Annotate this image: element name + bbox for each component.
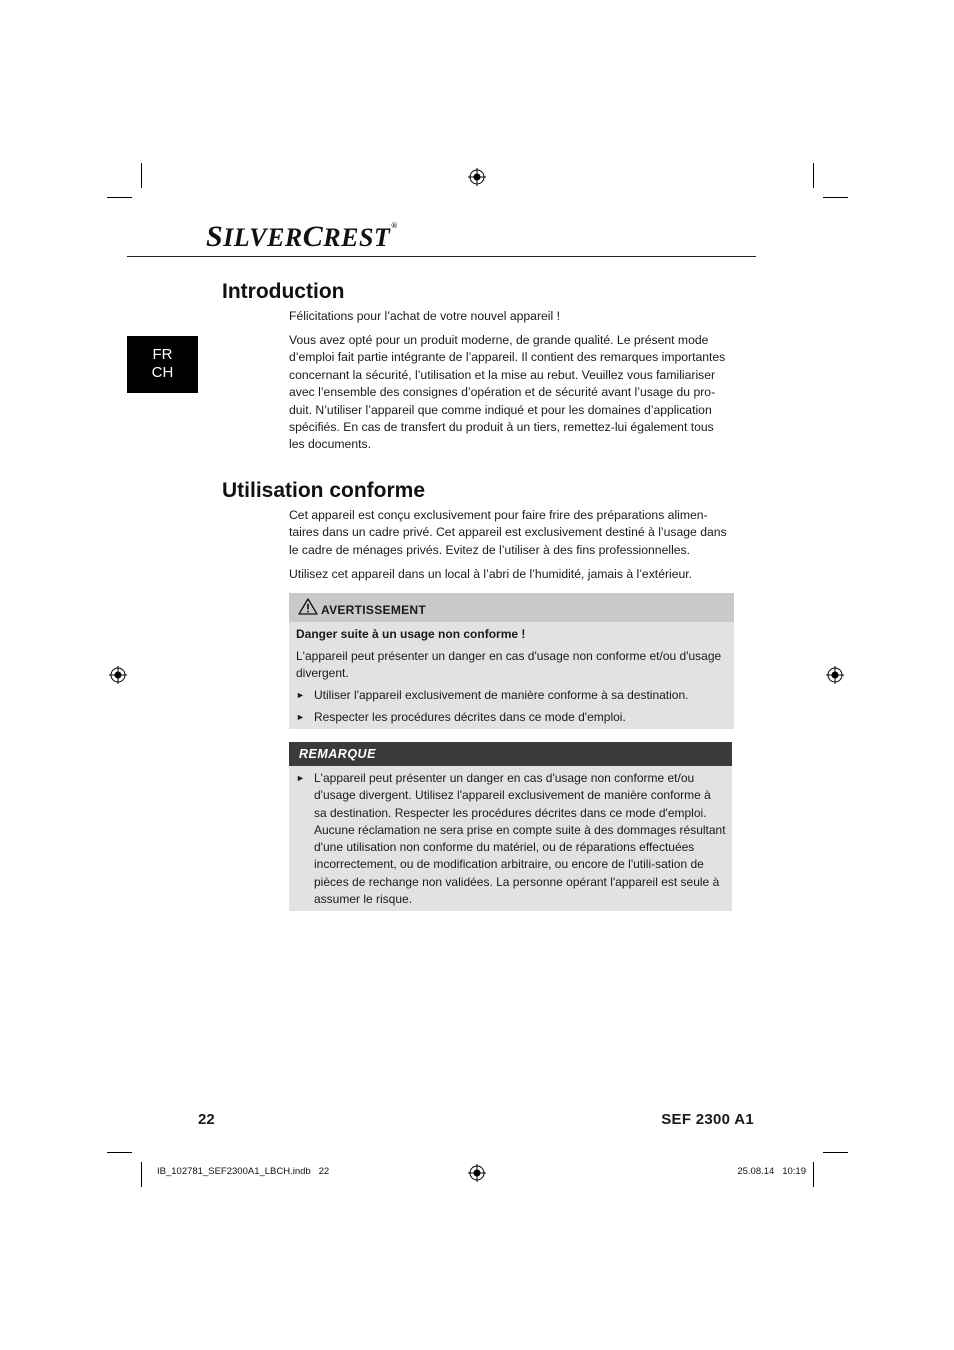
warning-text: L'appareil peut présenter un danger en cas d'usage non conforme et/ou d'usage divergent.: [296, 649, 722, 681]
crop-mark: [823, 197, 848, 198]
note-box: [289, 742, 732, 911]
warning-title: AVERTISSEMENT: [321, 603, 427, 617]
intended-use-heading: Utilisation conforme: [222, 479, 426, 502]
bullet-arrow-icon: ►: [296, 773, 305, 783]
brand-initial-c: C: [302, 220, 324, 253]
crop-mark: [823, 1152, 848, 1153]
trademark-symbol: ®: [391, 221, 398, 230]
introduction-heading: Introduction: [222, 280, 345, 303]
warning-bullet: [296, 709, 626, 726]
brand-rest-1: ILVER: [223, 223, 303, 252]
crop-mark: [813, 1162, 814, 1187]
note-title: REMARQUE: [299, 747, 376, 761]
brand-logo: [206, 222, 398, 252]
language-tab-line1: FR: [152, 346, 173, 363]
model-number: SEF 2300 A1: [661, 1111, 754, 1128]
crop-mark: [141, 163, 142, 188]
print-file-info: IB_102781_SEF2300A1_LBCH.indb 22: [157, 1166, 330, 1177]
warning-bullet: [296, 687, 688, 704]
warning-bullet-text: Utiliser l'appareil exclusivement de manière conforme à sa destination.: [314, 688, 689, 702]
registration-mark-icon: [468, 1164, 486, 1182]
intended-use-paragraph-1: Cet appareil est conçu exclusivement pour faire frire des préparations alimen-taires dans un cadre privé. Cet appareil est exclusivement destiné à l’usage dans le cadre de ménages privés. Evitez de l’utiliser à des fins professionnelles.: [289, 508, 727, 557]
crop-mark: [813, 163, 814, 188]
registration-mark-icon: [109, 666, 127, 684]
brand-rest-2: REST: [323, 223, 391, 252]
crop-mark: [107, 1152, 132, 1153]
intended-use-paragraph-2: Utilisez cet appareil dans un local à l’abri de l’humidité, jamais à l’extérieur.: [289, 567, 693, 581]
print-date-info: 25.08.14 10:19: [737, 1166, 806, 1177]
warning-triangle-icon: [298, 598, 318, 615]
warning-header: [289, 593, 734, 622]
bullet-arrow-icon: ►: [296, 690, 305, 700]
crop-mark: [107, 197, 132, 198]
brand-initial-s: S: [206, 220, 224, 253]
introduction-paragraph-1: Félicitations pour l’achat de votre nouvel appareil !: [289, 309, 560, 323]
warning-bullet-text: Respecter les procédures décrites dans ce mode d'emploi.: [314, 710, 626, 724]
crop-mark: [141, 1162, 142, 1187]
warning-subtitle: Danger suite à un usage non conforme !: [296, 627, 526, 641]
bullet-arrow-icon: ►: [296, 712, 305, 722]
registration-mark-icon: [826, 666, 844, 684]
registration-mark-icon: [468, 168, 486, 186]
header-divider: [127, 256, 756, 257]
note-text: L'appareil peut présenter un danger en cas d'usage non conforme et/ou d'usage divergent. Utilisez l'appareil exclusivement de manière conforme à sa destination. Respecter les procédures décrites dans ce mode d'emploi. Aucune réclamation ne sera prise en compte suite à des dommages résultant d'une utilisation non conforme du matériel, ou de réparations effectuées incorrectement, ou de modification arbitraire, ou encore de l'utili-sation de pièces de rechange non validées. La personne opérant l'appareil est seule à assumer le risque.: [314, 771, 726, 907]
page-number: 22: [198, 1111, 215, 1128]
warning-box: [289, 593, 734, 729]
language-tab: [127, 336, 198, 393]
introduction-paragraph-2: Vous avez opté pour un produit moderne, de grande qualité. Le présent mode d’emploi fait partie intégrante de l’appareil. Il contient des remarques importantes concernant la sécurité, l’utilisation et la mise au rebut. Veuillez vous familiariser avec l’ensemble des consignes d’opération et de sécurité avant l’usage du pro-duit. N’utiliser l’appareil que comme indiqué et pour les domaines d’application spécifiés. En cas de transfert du produit à un tiers, remettez-lui également tous les documents.: [289, 333, 726, 452]
note-header: [289, 742, 732, 766]
language-tab-line2: CH: [151, 364, 174, 381]
